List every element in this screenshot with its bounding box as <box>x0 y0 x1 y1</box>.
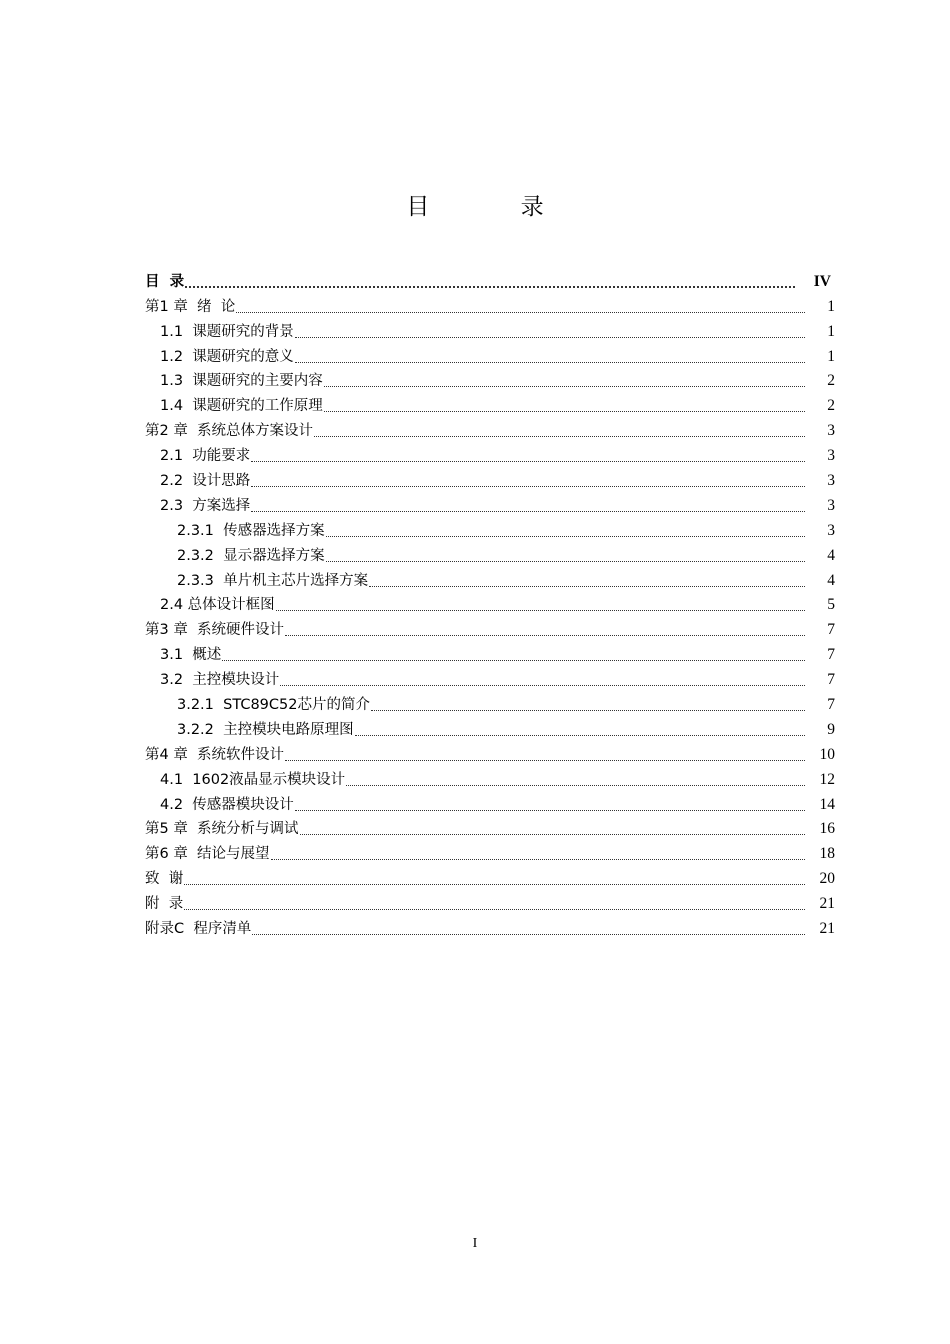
toc-entry[interactable] <box>145 639 835 664</box>
toc-entry[interactable] <box>145 390 835 415</box>
toc-entry-page: 5 <box>827 596 835 614</box>
toc-entry[interactable] <box>145 465 835 490</box>
toc-entry-page: 1 <box>827 347 835 365</box>
toc-leader-dots <box>324 411 805 412</box>
toc-entry[interactable] <box>145 739 835 764</box>
toc-leader-dots <box>295 362 805 363</box>
toc-leader-dots <box>236 312 805 313</box>
toc-entry-page: 4 <box>827 546 835 564</box>
toc-entry-label: 4.1 1602液晶显示模块设计 <box>160 771 346 788</box>
toc-entry-page: 7 <box>827 621 835 639</box>
toc-leader-dots <box>300 834 805 835</box>
toc-entry[interactable] <box>145 689 835 714</box>
toc-leader-dots <box>185 286 795 288</box>
toc-entry-label: 第1 章 绪 论 <box>145 298 236 315</box>
toc-entry-page: 4 <box>827 571 835 589</box>
toc-entry-page: 3 <box>827 521 835 539</box>
toc-entry-label: 附录C 程序清单 <box>145 921 252 938</box>
toc-leader-dots <box>314 436 805 437</box>
toc-entry[interactable] <box>145 316 835 341</box>
toc-entry-page: 3 <box>827 422 835 440</box>
page-title: 目 录 <box>406 194 586 220</box>
toc-leader-dots <box>285 760 805 761</box>
toc-entry-page: 3 <box>827 472 835 490</box>
toc-entry-page: 7 <box>827 671 835 689</box>
toc-leader-dots <box>271 859 805 860</box>
table-of-contents <box>145 266 835 938</box>
toc-entry-label: 2.1 功能要求 <box>160 448 251 465</box>
toc-entry[interactable] <box>145 440 835 465</box>
toc-entry-page: 14 <box>819 795 835 813</box>
toc-leader-dots <box>326 561 805 562</box>
toc-leader-dots <box>276 610 805 611</box>
toc-entry[interactable] <box>145 888 835 913</box>
toc-leader-dots <box>184 909 805 910</box>
toc-entry-label: 2.3.2 显示器选择方案 <box>177 547 325 564</box>
toc-entry-page: 1 <box>827 297 835 315</box>
toc-entry[interactable] <box>145 764 835 789</box>
toc-entry-page: 21 <box>819 895 835 913</box>
toc-entry-label: 2.3 方案选择 <box>160 497 251 514</box>
toc-leader-dots <box>251 511 805 512</box>
toc-leader-dots <box>346 785 805 786</box>
toc-leader-dots <box>369 586 805 587</box>
toc-leader-dots <box>371 710 805 711</box>
toc-entry-label: 第6 章 结论与展望 <box>145 846 270 863</box>
toc-entry-label: 3.2 主控模块设计 <box>160 672 280 689</box>
toc-entry-page: 21 <box>819 920 835 938</box>
toc-entry-label: 第2 章 系统总体方案设计 <box>145 423 314 440</box>
toc-entry-page: 20 <box>819 870 835 888</box>
toc-leader-dots <box>252 934 805 935</box>
toc-entry-page: 16 <box>819 820 835 838</box>
toc-entry[interactable] <box>145 490 835 515</box>
toc-entry-label: 3.2.2 主控模块电路原理图 <box>177 721 354 738</box>
toc-entry[interactable] <box>145 789 835 814</box>
toc-entry-label: 1.2 课题研究的意义 <box>160 348 294 365</box>
toc-leader-dots <box>222 660 805 661</box>
toc-leader-dots <box>184 884 805 885</box>
toc-entry-page: 2 <box>827 397 835 415</box>
toc-leader-dots <box>285 635 805 636</box>
toc-entry-page: 1 <box>827 322 835 340</box>
toc-entry-label: 2.3.3 单片机主芯片选择方案 <box>177 572 369 589</box>
toc-leader-dots <box>251 486 805 487</box>
toc-entry-label: 4.2 传感器模块设计 <box>160 796 294 813</box>
toc-leader-dots <box>295 337 805 338</box>
toc-entry[interactable] <box>145 341 835 366</box>
toc-entry[interactable] <box>145 614 835 639</box>
toc-entry[interactable] <box>145 863 835 888</box>
toc-entry[interactable] <box>145 565 835 590</box>
toc-entry-page: 7 <box>827 646 835 664</box>
toc-entry-page: 3 <box>827 447 835 465</box>
toc-entry[interactable] <box>145 838 835 863</box>
toc-entry[interactable] <box>145 291 835 316</box>
page-number: I <box>472 1236 478 1251</box>
toc-entry[interactable] <box>145 714 835 739</box>
toc-entry-page: 7 <box>827 696 835 714</box>
toc-entry-page: 18 <box>819 845 835 863</box>
toc-entry-page: 2 <box>827 372 835 390</box>
toc-entry-label: 1.1 课题研究的背景 <box>160 323 294 340</box>
toc-entry-label: 2.4 总体设计框图 <box>160 597 275 614</box>
toc-entry-label: 2.2 设计思路 <box>160 473 251 490</box>
toc-entry[interactable] <box>145 814 835 839</box>
toc-entry[interactable] <box>145 913 835 938</box>
toc-entry-label: 3.2.1 STC89C52芯片的简介 <box>177 697 370 714</box>
toc-entry-label: 1.4 课题研究的工作原理 <box>160 398 323 415</box>
toc-entry-label: 第3 章 系统硬件设计 <box>145 622 285 639</box>
toc-entry-label: 第5 章 系统分析与调试 <box>145 821 299 838</box>
toc-entry-page: IV <box>813 272 831 290</box>
toc-entry-page: 9 <box>827 720 835 738</box>
toc-entry-label: 1.3 课题研究的主要内容 <box>160 373 323 390</box>
toc-leader-dots <box>324 386 805 387</box>
toc-entry-label: 附 录 <box>145 896 184 913</box>
toc-entry[interactable] <box>145 590 835 615</box>
toc-entry-page: 3 <box>827 496 835 514</box>
toc-entry[interactable] <box>145 366 835 391</box>
toc-entry-label: 3.1 概述 <box>160 647 222 664</box>
toc-entry[interactable] <box>145 415 835 440</box>
toc-entry[interactable] <box>145 664 835 689</box>
toc-leader-dots <box>295 810 805 811</box>
toc-leader-dots <box>280 685 805 686</box>
toc-leader-dots <box>355 735 805 736</box>
toc-leader-dots <box>326 536 805 537</box>
toc-entry-label: 第4 章 系统软件设计 <box>145 746 285 763</box>
toc-entry-page: 10 <box>819 745 835 763</box>
toc-entry-page: 12 <box>819 770 835 788</box>
toc-entry-label: 致 谢 <box>145 871 184 888</box>
toc-entry[interactable] <box>145 515 835 540</box>
toc-entry-label: 目 录 <box>145 273 185 290</box>
toc-entry[interactable] <box>145 540 835 565</box>
toc-leader-dots <box>251 461 805 462</box>
toc-entry[interactable] <box>145 266 835 291</box>
toc-entry-label: 2.3.1 传感器选择方案 <box>177 522 325 539</box>
